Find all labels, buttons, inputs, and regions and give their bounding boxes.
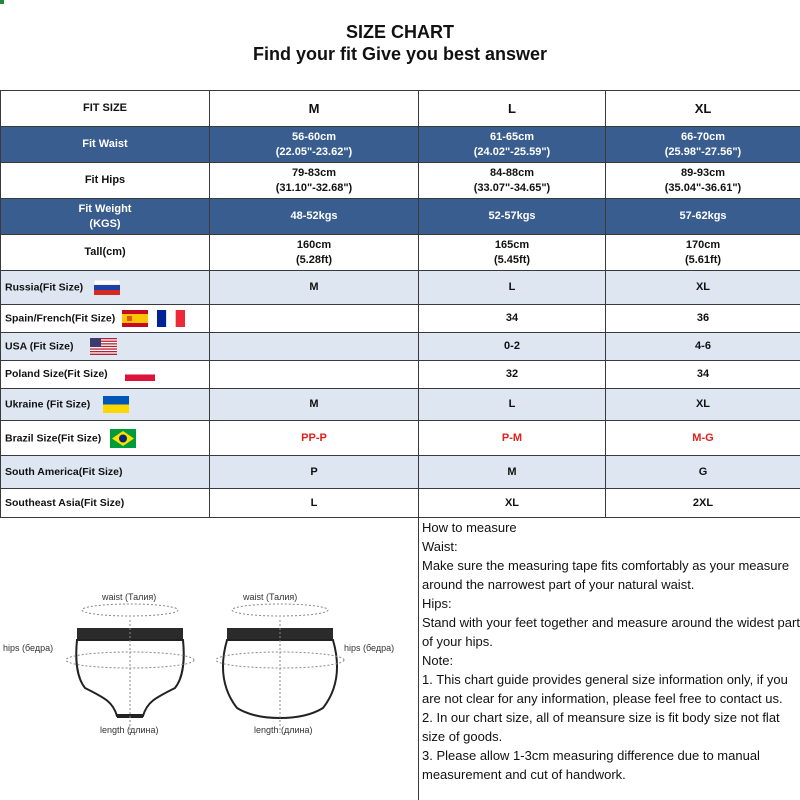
cell: M — [210, 271, 419, 305]
row-label: Russia(Fit Size) — [1, 271, 210, 305]
row-russia — [1, 271, 800, 305]
cell: XL — [606, 389, 800, 421]
row-tall — [1, 235, 800, 271]
cell: 89-93cm (35.04"-36.61") — [606, 163, 800, 199]
cell: XL — [419, 489, 606, 518]
spain-flag-icon — [122, 310, 148, 327]
cell: M-G — [606, 421, 800, 456]
row-fit-weight — [1, 199, 800, 235]
cell: 4-6 — [606, 333, 800, 361]
front-length-label: length (длина) — [100, 725, 159, 735]
row-poland — [1, 361, 800, 389]
ukraine-flag-icon — [103, 396, 129, 413]
row-label: USA (Fit Size) — [1, 333, 210, 361]
header-fit-size: FIT SIZE — [1, 91, 210, 127]
cell: 79-83cm (31.10"-32.68") — [210, 163, 419, 199]
cell: 56-60cm (22.05"-23.62") — [210, 127, 419, 163]
cell: L — [419, 271, 606, 305]
size-table — [0, 90, 800, 518]
title-area — [0, 0, 800, 90]
front-waist-label: waist (Талия) — [102, 592, 157, 602]
measurement-diagram — [0, 518, 418, 800]
cell: 170cm (5.61ft) — [606, 235, 800, 271]
row-fit-hips — [1, 163, 800, 199]
row-southeast-asia — [1, 489, 800, 518]
cell: 34 — [606, 361, 800, 389]
table-header-row — [1, 91, 800, 127]
row-label: Fit Hips — [1, 163, 210, 199]
cell: XL — [606, 271, 800, 305]
instruction-line: 3. Please allow 1-3cm measuring difference due to manual measurement and cut of handwork. — [422, 748, 760, 782]
cell: L — [419, 389, 606, 421]
cell: 2XL — [606, 489, 800, 518]
cell: M — [419, 456, 606, 489]
cell: P — [210, 456, 419, 489]
row-fit-waist — [1, 127, 800, 163]
cell: 52-57kgs — [419, 199, 606, 235]
instruction-line: Make sure the measuring tape fits comfortably as your measure around the narrowest part of your natural waist. — [422, 558, 790, 592]
row-label: Tall(cm) — [1, 235, 210, 271]
instruction-line: 1. This chart guide provides general size information only, if you are not clear for any information, please feel free to contact us. — [422, 672, 788, 706]
instruction-line: 2. In our chart size, all of meansure size is fit body size not flat size of goods. — [422, 710, 780, 744]
row-south-america — [1, 456, 800, 489]
cell: 32 — [419, 361, 606, 389]
chart-title: SIZE CHART — [346, 22, 454, 42]
back-waist-label: waist (Талия) — [243, 592, 298, 602]
instruction-line: Stand with your feet together and measure around the widest part of your hips. — [422, 615, 800, 649]
brazil-flag-icon — [110, 429, 136, 448]
poland-flag-icon — [125, 368, 155, 381]
row-label: Spain/French(Fit Size) — [1, 305, 210, 333]
front-hips-label: hips (бедра) — [3, 643, 54, 653]
cell: 84-88cm (33.07"-34.65") — [419, 163, 606, 199]
russia-flag-icon — [94, 280, 120, 295]
instruction-line: Note: — [422, 653, 454, 668]
row-label: South America(Fit Size) — [1, 456, 210, 489]
cell: 36 — [606, 305, 800, 333]
row-label: Fit Weight (KGS) — [1, 199, 210, 235]
cell — [210, 333, 419, 361]
row-label: Ukraine (Fit Size) — [1, 389, 210, 421]
cell: 0-2 — [419, 333, 606, 361]
header-l: L — [419, 91, 606, 127]
cell: 160cm (5.28ft) — [210, 235, 419, 271]
row-label: Brazil Size(Fit Size) — [1, 421, 210, 456]
cell: G — [606, 456, 800, 489]
header-xl: XL — [606, 91, 800, 127]
row-label: Poland Size(Fit Size) — [1, 361, 210, 389]
cell: PP-P — [210, 421, 419, 456]
cell: 57-62kgs — [606, 199, 800, 235]
measure-instructions — [418, 518, 800, 800]
row-label: Southeast Asia(Fit Size) — [1, 489, 210, 518]
cell: 48-52kgs — [210, 199, 419, 235]
instruction-line: How to measure — [422, 520, 517, 535]
row-ukraine — [1, 389, 800, 421]
row-brazil — [1, 421, 800, 456]
back-length-label: length (длина) — [254, 725, 313, 735]
cell: P-M — [419, 421, 606, 456]
row-usa — [1, 333, 800, 361]
row-spain-france — [1, 305, 800, 333]
back-hips-label: hips (бедра) — [344, 643, 395, 653]
usa-flag-icon — [90, 338, 117, 355]
instruction-line: Hips: — [422, 596, 452, 611]
cell — [210, 305, 419, 333]
cell — [210, 361, 419, 389]
cell: 66-70cm (25.98"-27.56") — [606, 127, 800, 163]
france-flag-icon — [157, 310, 185, 327]
row-label: Fit Waist — [1, 127, 210, 163]
back-panty-icon — [205, 598, 355, 738]
cell: L — [210, 489, 419, 518]
cell: 34 — [419, 305, 606, 333]
cell: M — [210, 389, 419, 421]
header-m: M — [210, 91, 419, 127]
chart-subtitle: Find your fit Give you best answer — [252, 44, 548, 64]
instruction-line: Waist: — [422, 539, 458, 554]
cell: 61-65cm (24.02"-25.59") — [419, 127, 606, 163]
cell: 165cm (5.45ft) — [419, 235, 606, 271]
front-panty-icon — [55, 598, 205, 738]
